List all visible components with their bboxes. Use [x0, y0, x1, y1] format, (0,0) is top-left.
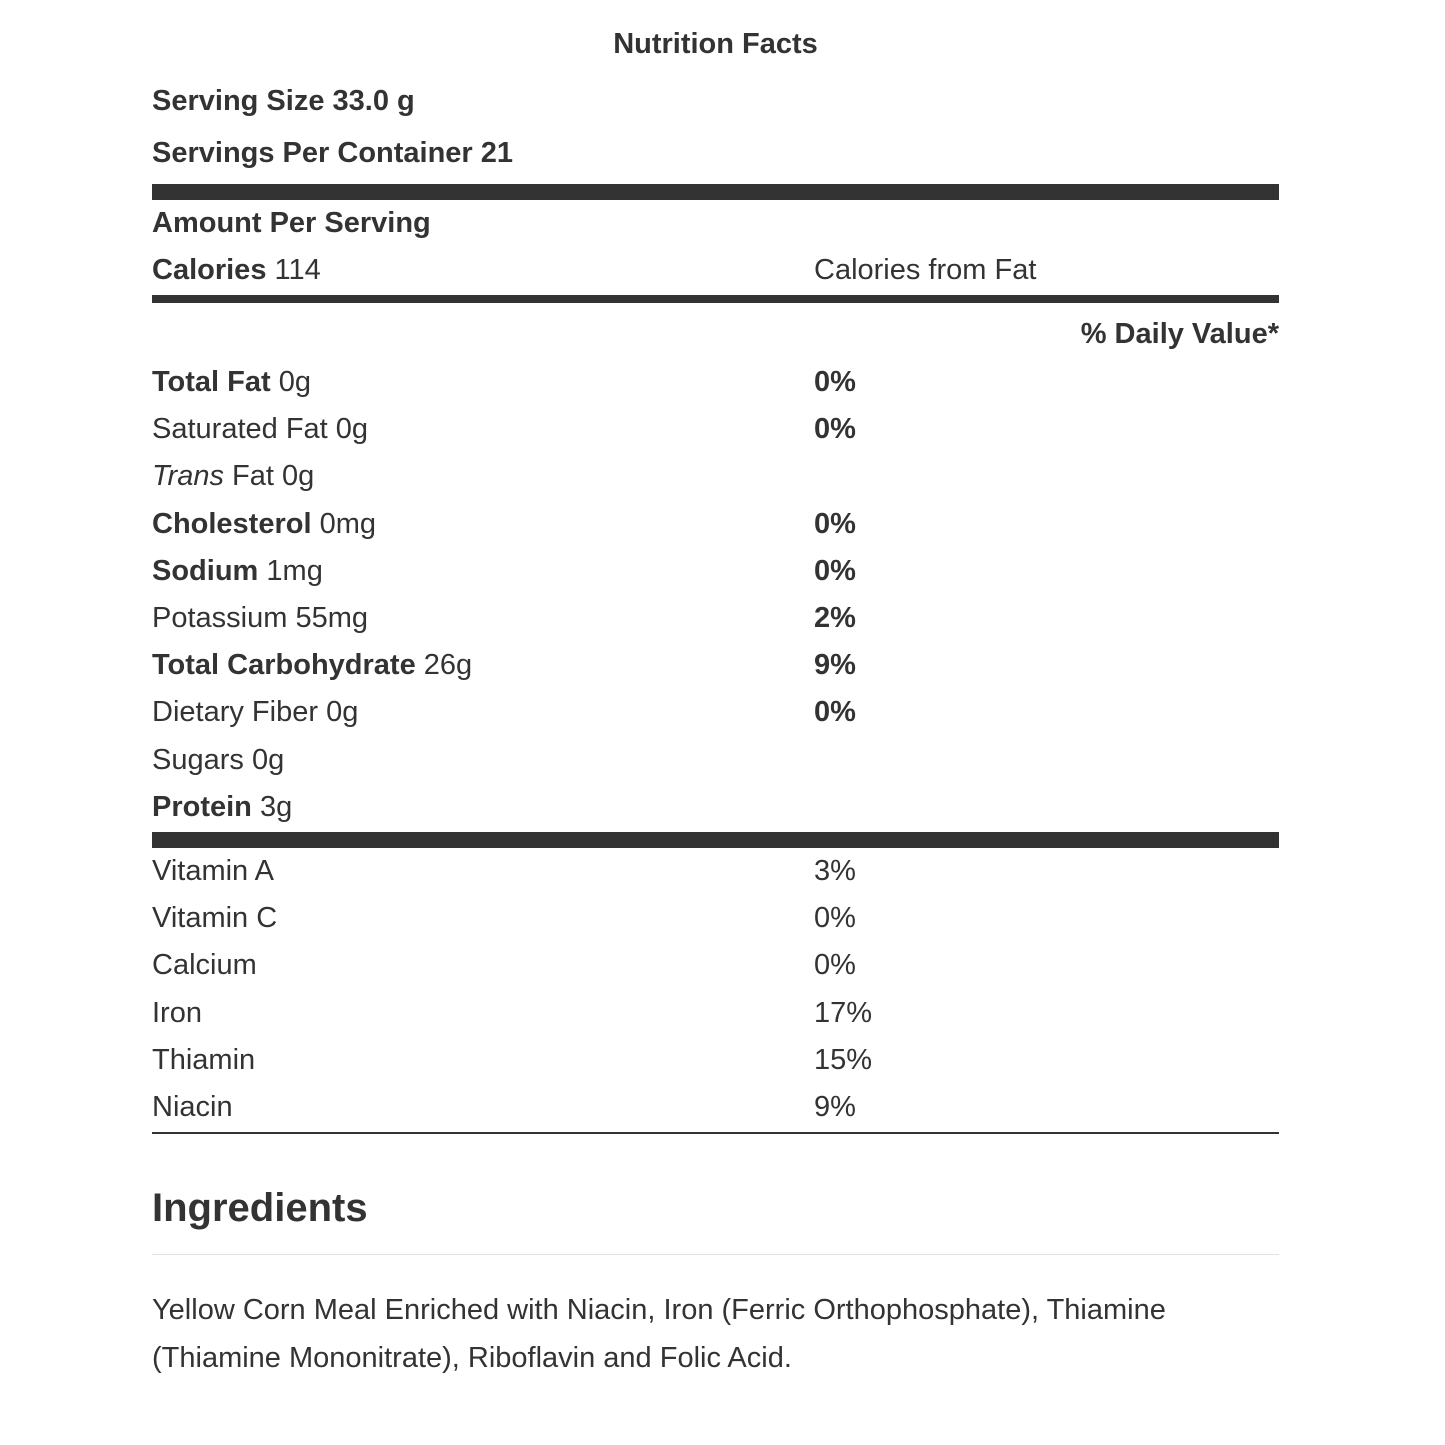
calories-from-fat: Calories from Fat: [814, 254, 1037, 286]
nutrient-name: [152, 411, 368, 447]
vitamin-name: Niacin: [152, 1091, 233, 1123]
thin-divider-bottom: [152, 1132, 1279, 1134]
nutrient-amount: 3g: [259, 791, 293, 823]
vitamin-daily-value: 9%: [814, 1091, 856, 1123]
nutrient-amount: 26g: [423, 649, 473, 681]
nutrient-name: [152, 553, 323, 589]
nutrient-amount: 0g: [251, 744, 285, 776]
vitamin-row: [152, 853, 1279, 897]
nutrient-row: [152, 600, 1279, 644]
vitamin-name: Thiamin: [152, 1044, 256, 1076]
nutrient-daily-value: 0%: [814, 413, 856, 445]
nutrient-label: Trans: [152, 460, 224, 492]
thick-divider-vitamins: [152, 832, 1279, 848]
vitamin-row: [152, 900, 1279, 944]
nutrient-row: [152, 694, 1279, 738]
nutrient-row: [152, 742, 1279, 786]
nutrient-label: Total Carbohydrate: [152, 649, 416, 681]
nutrition-panel: [152, 0, 1279, 1445]
nutrient-row: [152, 506, 1279, 550]
nutrient-label-rest: Fat: [232, 460, 274, 492]
serving-size-label: Serving Size: [152, 85, 325, 117]
vitamin-daily-value: 0%: [814, 902, 856, 934]
vitamin-row: [152, 995, 1279, 1039]
nutrient-label: Sodium: [152, 555, 259, 587]
vitamin-row: [152, 1042, 1279, 1086]
nutrient-label: Cholesterol: [152, 508, 312, 540]
vitamin-row: [152, 947, 1279, 991]
vitamin-daily-value: 15%: [814, 1044, 873, 1076]
nutrient-name: [152, 789, 292, 825]
vitamin-name: Vitamin A: [152, 855, 274, 887]
nutrient-label: Potassium: [152, 602, 288, 634]
thick-divider-top: [152, 184, 1279, 200]
nutrient-amount: 0mg: [319, 508, 377, 540]
calories-label: Calories: [152, 254, 267, 286]
nutrient-label: Total Fat: [152, 366, 271, 398]
nutrient-row: [152, 789, 1279, 833]
nutrient-name: [152, 364, 311, 400]
nutrient-label: Saturated Fat: [152, 413, 328, 445]
nutrient-amount: 0g: [335, 413, 369, 445]
nutrient-row: [152, 647, 1279, 691]
calories-line: [152, 252, 321, 288]
vitamin-daily-value: 17%: [814, 997, 873, 1029]
nutrient-name: [152, 742, 284, 778]
nutrient-row: [152, 458, 1279, 502]
daily-value-header: % Daily Value*: [1080, 318, 1279, 350]
nutrient-daily-value: 2%: [814, 602, 856, 634]
serving-size: [152, 83, 415, 119]
nutrient-daily-value: 9%: [814, 649, 856, 681]
nutrient-name: [152, 458, 314, 494]
ingredients-divider: [152, 1254, 1279, 1255]
nutrient-row: [152, 553, 1279, 597]
nutrient-amount: 1mg: [266, 555, 323, 587]
vitamin-daily-value: 3%: [814, 855, 856, 887]
nutrient-name: [152, 694, 358, 730]
vitamin-name: Calcium: [152, 949, 257, 981]
vitamin-name: Iron: [152, 997, 202, 1029]
nutrient-daily-value: 0%: [814, 508, 856, 540]
nutrient-daily-value: 0%: [814, 555, 856, 587]
calories-value: 114: [274, 254, 321, 286]
servings-per-container-value: 21: [480, 137, 514, 169]
nutrient-name: [152, 647, 472, 683]
nutrition-facts-title: Nutrition Facts: [613, 28, 818, 60]
nutrient-label: Dietary Fiber: [152, 696, 318, 728]
vitamin-row: [152, 1089, 1279, 1133]
vitamin-daily-value: 0%: [814, 949, 856, 981]
nutrient-amount: 0g: [326, 696, 359, 728]
amount-per-serving: Amount Per Serving: [152, 207, 431, 239]
nutrient-amount: 0g: [278, 366, 312, 398]
nutrient-amount: 55mg: [295, 602, 368, 634]
nutrient-row: [152, 411, 1279, 455]
serving-size-value: 33.0 g: [332, 85, 415, 117]
nutrient-name: [152, 600, 368, 636]
nutrient-label: Sugars: [152, 744, 244, 776]
nutrient-daily-value: 0%: [814, 696, 856, 728]
ingredients-heading: Ingredients: [152, 1186, 368, 1230]
nutrient-amount: 0g: [282, 460, 315, 492]
nutrient-daily-value: 0%: [814, 366, 856, 398]
nutrient-row: [152, 364, 1279, 408]
medium-divider: [152, 295, 1279, 303]
ingredients-text: Yellow Corn Meal Enriched with Niacin, Iron (Ferric Orthophosphate), Thiamine (Thiamine Mononitrate), Riboflavin and Folic Acid.: [152, 1294, 1166, 1374]
servings-per-container-label: Servings Per Container: [152, 137, 473, 169]
nutrient-label: Protein: [152, 791, 252, 823]
nutrient-name: [152, 506, 376, 542]
vitamin-name: Vitamin C: [152, 902, 278, 934]
servings-per-container: [152, 135, 513, 171]
